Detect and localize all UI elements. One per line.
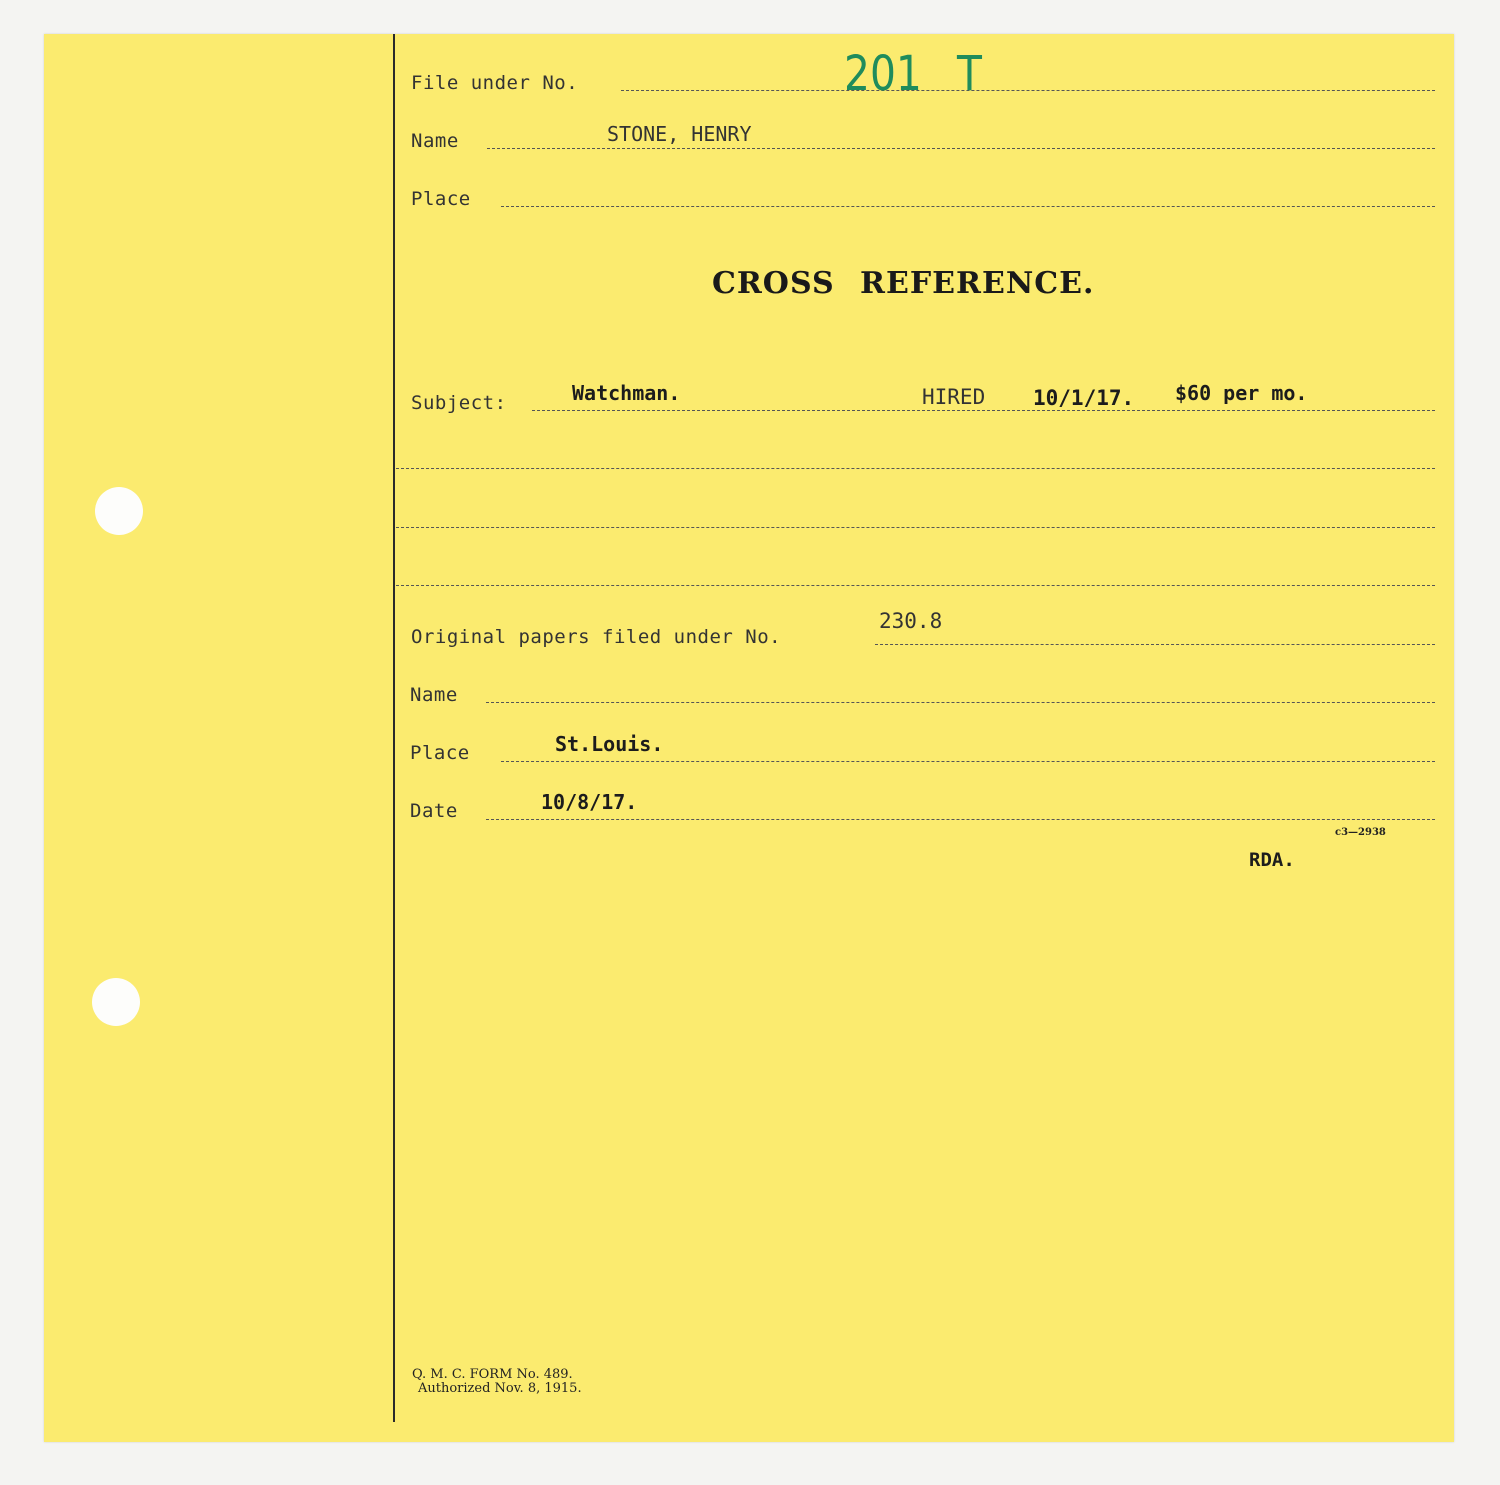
form-title: CROSS REFERENCE.	[712, 266, 1095, 301]
original-name-line	[486, 702, 1435, 703]
print-code: c3—2938	[1335, 827, 1386, 838]
original-place-line	[501, 761, 1435, 762]
subject-label: Subject:	[411, 392, 507, 414]
date-label: Date	[410, 800, 458, 822]
subject-value: Watchman.	[572, 381, 681, 405]
date-line	[486, 819, 1435, 820]
original-place-value: St.Louis.	[555, 732, 664, 756]
blank-line-2	[396, 527, 1435, 528]
subject-line	[532, 410, 1435, 411]
original-name-label: Name	[410, 684, 458, 706]
place-label: Place	[411, 188, 471, 210]
name-line	[487, 148, 1435, 149]
place-line	[501, 206, 1435, 207]
blank-line-1	[396, 468, 1435, 469]
file-number-stamp: 201	[844, 46, 922, 102]
original-place-label: Place	[410, 742, 470, 764]
punch-hole-top	[95, 487, 143, 535]
name-label: Name	[411, 130, 459, 152]
hired-label: HIRED	[922, 385, 986, 409]
blank-line-3	[396, 585, 1435, 586]
file-under-line	[621, 90, 1435, 91]
form-number: Q. M. C. FORM No. 489.	[412, 1367, 573, 1382]
original-papers-line	[875, 644, 1435, 645]
clerk-initials: RDA.	[1249, 849, 1295, 871]
cross-reference-card	[44, 34, 1454, 1442]
pay-rate: $60 per mo.	[1175, 381, 1308, 405]
original-papers-label: Original papers filed under No.	[411, 626, 782, 648]
date-value: 10/8/17.	[541, 790, 638, 814]
hired-date: 10/1/17.	[1033, 386, 1135, 410]
name-value: STONE, HENRY	[607, 122, 752, 146]
file-under-label: File under No.	[411, 72, 579, 94]
punch-hole-bottom	[92, 978, 140, 1026]
margin-rule	[393, 34, 395, 1422]
file-letter-stamp: T	[957, 46, 982, 102]
original-papers-value: 230.8	[879, 609, 943, 633]
form-authorization: Authorized Nov. 8, 1915.	[418, 1381, 582, 1396]
